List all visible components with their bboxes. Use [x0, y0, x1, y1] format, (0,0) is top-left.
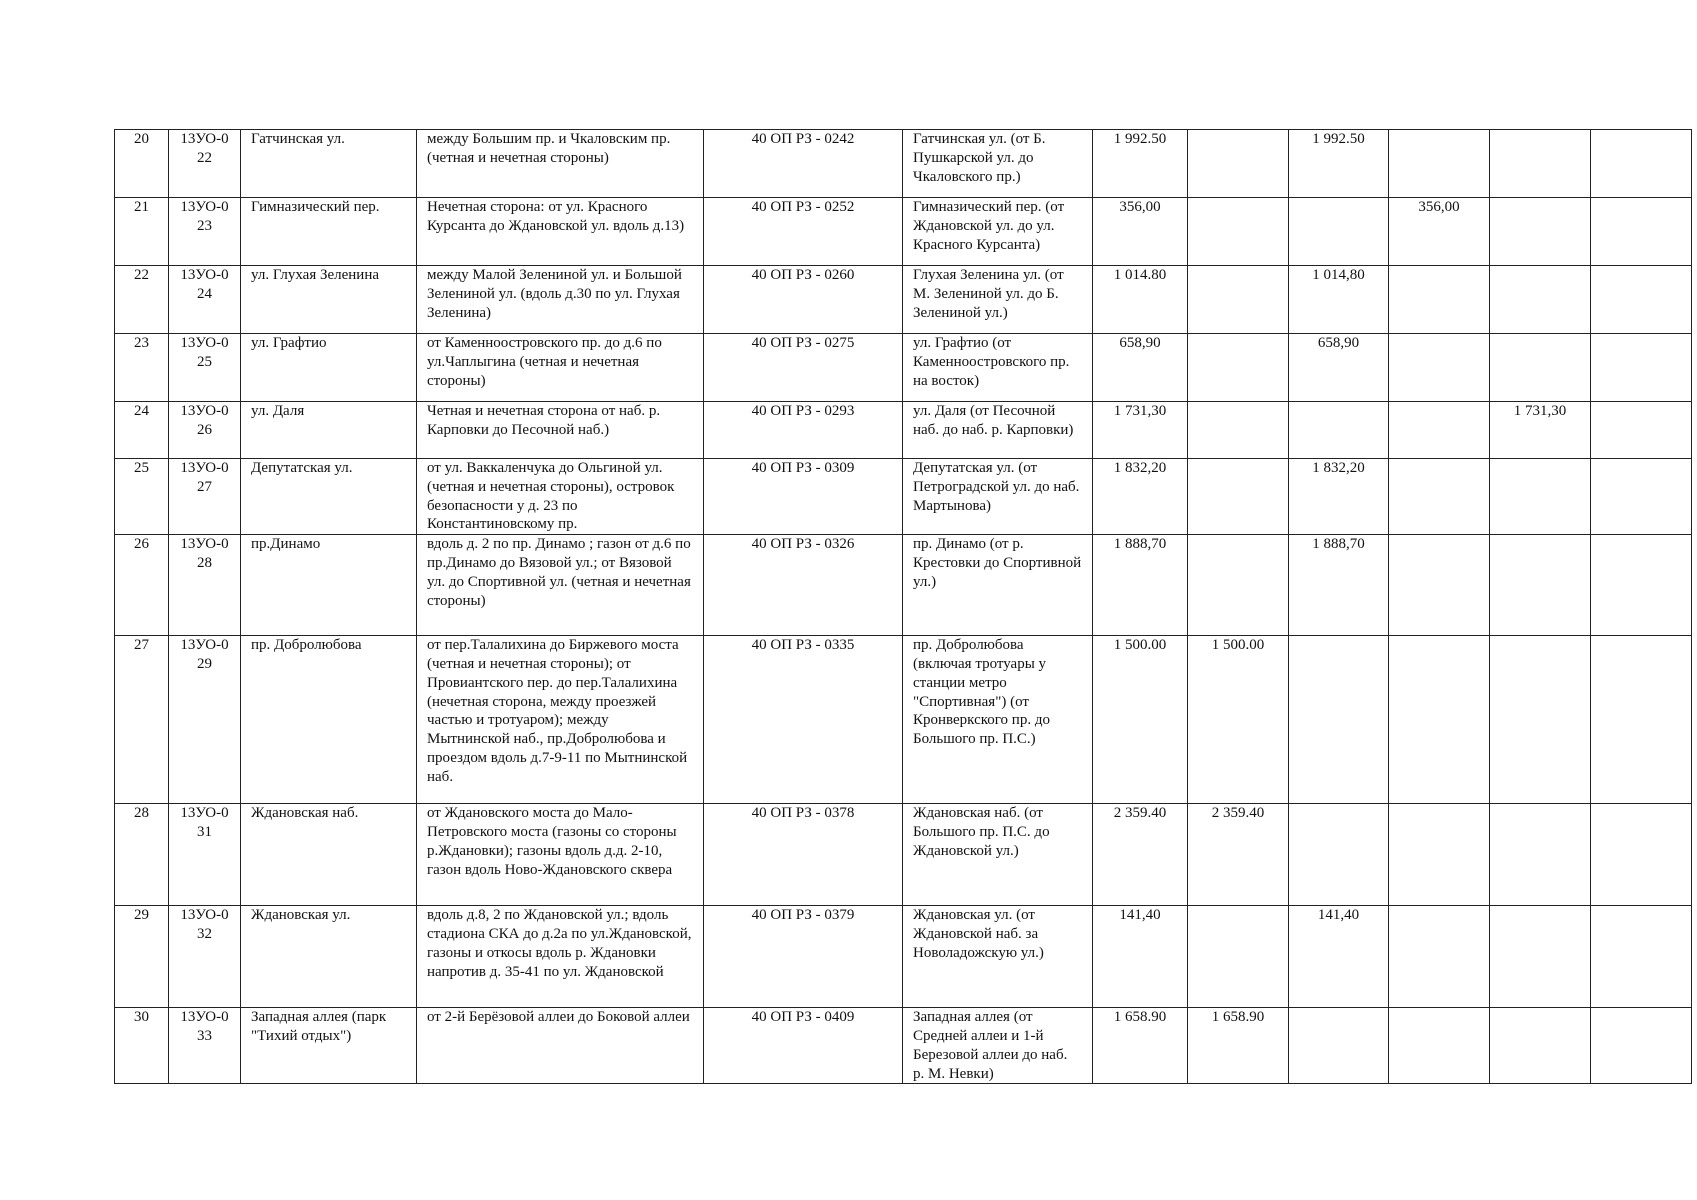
area-column-a: [1188, 402, 1289, 459]
area-column-c: [1389, 334, 1490, 402]
row-number: 20: [115, 130, 169, 198]
road-id: 40 ОП РЗ - 0293: [704, 402, 903, 459]
area-column-d: 1 731,30: [1490, 402, 1591, 459]
area-column-c: [1389, 266, 1490, 334]
area-column-e: [1591, 402, 1692, 459]
area-column-a: [1188, 130, 1289, 198]
row-number: 25: [115, 459, 169, 535]
table-row: [115, 198, 1692, 266]
area-column-b: [1289, 198, 1389, 266]
area-column-d: [1490, 1008, 1591, 1084]
row-number: 30: [115, 1008, 169, 1084]
total-area: 1 992.50: [1093, 130, 1188, 198]
area-column-d: [1490, 130, 1591, 198]
area-column-c: 356,00: [1389, 198, 1490, 266]
row-number: 27: [115, 636, 169, 804]
row-number: 29: [115, 906, 169, 1008]
object-code: 13УО-023: [169, 198, 241, 266]
street-name: пр.Динамо: [241, 535, 417, 636]
area-column-e: [1591, 636, 1692, 804]
road-full-name: Депутатская ул. (от Петроградской ул. до наб. Мартынова): [903, 459, 1093, 535]
road-id: 40 ОП РЗ - 0379: [704, 906, 903, 1008]
area-column-a: [1188, 459, 1289, 535]
area-column-d: [1490, 266, 1591, 334]
street-name: Западная аллея (парк "Тихий отдых"): [241, 1008, 417, 1084]
object-code: 13УО-033: [169, 1008, 241, 1084]
area-column-a: [1188, 334, 1289, 402]
object-code: 13УО-028: [169, 535, 241, 636]
greenery-registry-table: [114, 129, 1692, 1084]
area-column-d: [1490, 906, 1591, 1008]
location-description: от Ждановского моста до Мало-Петровского моста (газоны со стороны р.Ждановки); газоны вдоль д.д. 2-10, газон вдоль Ново-Ждановского сквера: [417, 804, 704, 906]
area-column-c: [1389, 402, 1490, 459]
table-row: [115, 636, 1692, 804]
area-column-a: 1 500.00: [1188, 636, 1289, 804]
street-name: Гатчинская ул.: [241, 130, 417, 198]
area-column-e: [1591, 130, 1692, 198]
location-description: от пер.Талалихина до Биржевого моста (четная и нечетная стороны); от Провиантского пер. до пер.Талалихина (нечетная сторона, между проезжей частью и тротуаром); между Мытнинской наб., пр.Добролюбова и проездом вдоль д.7-9-11 по Мытнинской наб.: [417, 636, 704, 804]
area-column-c: [1389, 130, 1490, 198]
table-row: [115, 906, 1692, 1008]
street-name: Гимназический пер.: [241, 198, 417, 266]
area-column-b: 658,90: [1289, 334, 1389, 402]
total-area: 141,40: [1093, 906, 1188, 1008]
road-id: 40 ОП РЗ - 0242: [704, 130, 903, 198]
area-column-a: [1188, 535, 1289, 636]
area-column-c: [1389, 906, 1490, 1008]
table-row: [115, 334, 1692, 402]
road-full-name: ул. Даля (от Песочной наб. до наб. р. Карповки): [903, 402, 1093, 459]
road-full-name: Гимназический пер. (от Ждановской ул. до ул. Красного Курсанта): [903, 198, 1093, 266]
road-full-name: пр. Динамо (от р. Крестовки до Спортивной ул.): [903, 535, 1093, 636]
area-column-d: [1490, 636, 1591, 804]
total-area: 1 500.00: [1093, 636, 1188, 804]
street-name: ул. Даля: [241, 402, 417, 459]
street-name: ул. Графтио: [241, 334, 417, 402]
object-code: 13УО-027: [169, 459, 241, 535]
area-column-c: [1389, 804, 1490, 906]
total-area: 1 731,30: [1093, 402, 1188, 459]
table-row: [115, 459, 1692, 535]
object-code: 13УО-031: [169, 804, 241, 906]
location-description: от ул. Ваккаленчука до Ольгиной ул. (четная и нечетная стороны), островок безопасности у д. 23 по Константиновскому пр.: [417, 459, 704, 535]
road-id: 40 ОП РЗ - 0335: [704, 636, 903, 804]
row-number: 24: [115, 402, 169, 459]
street-name: Ждановская ул.: [241, 906, 417, 1008]
location-description: между Малой Зелениной ул. и Большой Зелениной ул. (вдоль д.30 по ул. Глухая Зеленина): [417, 266, 704, 334]
area-column-a: 2 359.40: [1188, 804, 1289, 906]
area-column-b: [1289, 804, 1389, 906]
street-name: Депутатская ул.: [241, 459, 417, 535]
road-full-name: Гатчинская ул. (от Б. Пушкарской ул. до Чкаловского пр.): [903, 130, 1093, 198]
total-area: 1 832,20: [1093, 459, 1188, 535]
row-number: 21: [115, 198, 169, 266]
area-column-b: [1289, 402, 1389, 459]
object-code: 13УО-032: [169, 906, 241, 1008]
area-column-a: [1188, 266, 1289, 334]
total-area: 1 888,70: [1093, 535, 1188, 636]
area-column-e: [1591, 334, 1692, 402]
area-column-b: 141,40: [1289, 906, 1389, 1008]
area-column-d: [1490, 198, 1591, 266]
table-row: [115, 402, 1692, 459]
road-full-name: Глухая Зеленина ул. (от М. Зелениной ул. до Б. Зелениной ул.): [903, 266, 1093, 334]
row-number: 23: [115, 334, 169, 402]
location-description: вдоль д.8, 2 по Ждановской ул.; вдоль стадиона СКА до д.2а по ул.Ждановской, газоны и откосы вдоль р. Ждановки напротив д. 35-41 по ул. Ждановской: [417, 906, 704, 1008]
area-column-e: [1591, 804, 1692, 906]
location-description: между Большим пр. и Чкаловским пр.(четная и нечетная стороны): [417, 130, 704, 198]
area-column-e: [1591, 535, 1692, 636]
object-code: 13УО-024: [169, 266, 241, 334]
area-column-b: 1 014,80: [1289, 266, 1389, 334]
total-area: 1 014.80: [1093, 266, 1188, 334]
road-full-name: Ждановская ул. (от Ждановской наб. за Новоладожскую ул.): [903, 906, 1093, 1008]
total-area: 2 359.40: [1093, 804, 1188, 906]
location-description: вдоль д. 2 по пр. Динамо ; газон от д.6 по пр.Динамо до Вязовой ул.; от Вязовой ул. до Спортивной ул. (четная и нечетная стороны): [417, 535, 704, 636]
area-column-b: [1289, 636, 1389, 804]
area-column-d: [1490, 459, 1591, 535]
area-column-c: [1389, 459, 1490, 535]
area-column-e: [1591, 459, 1692, 535]
area-column-b: 1 832,20: [1289, 459, 1389, 535]
area-column-a: [1188, 906, 1289, 1008]
total-area: 658,90: [1093, 334, 1188, 402]
location-description: Нечетная сторона: от ул. Красного Курсанта до Ждановской ул. вдоль д.13): [417, 198, 704, 266]
object-code: 13УО-029: [169, 636, 241, 804]
object-code: 13УО-022: [169, 130, 241, 198]
road-id: 40 ОП РЗ - 0260: [704, 266, 903, 334]
location-description: Четная и нечетная сторона от наб. р. Карповки до Песочной наб.): [417, 402, 704, 459]
road-id: 40 ОП РЗ - 0252: [704, 198, 903, 266]
street-name: ул. Глухая Зеленина: [241, 266, 417, 334]
road-full-name: Западная аллея (от Средней аллеи и 1-й Березовой аллеи до наб. р. М. Невки): [903, 1008, 1093, 1084]
area-column-e: [1591, 266, 1692, 334]
area-column-d: [1490, 535, 1591, 636]
total-area: 1 658.90: [1093, 1008, 1188, 1084]
road-full-name: пр. Добролюбова (включая тротуары у станции метро "Спортивная") (от Кронверкского пр. до Большого пр. П.С.): [903, 636, 1093, 804]
table-row: [115, 535, 1692, 636]
location-description: от 2-й Берёзовой аллеи до Боковой аллеи: [417, 1008, 704, 1084]
table-row: [115, 1008, 1692, 1084]
area-column-b: 1 992.50: [1289, 130, 1389, 198]
table-row: [115, 130, 1692, 198]
object-code: 13УО-025: [169, 334, 241, 402]
area-column-e: [1591, 906, 1692, 1008]
road-id: 40 ОП РЗ - 0378: [704, 804, 903, 906]
row-number: 26: [115, 535, 169, 636]
location-description: от Каменноостровского пр. до д.6 по ул.Чаплыгина (четная и нечетная стороны): [417, 334, 704, 402]
street-name: Ждановская наб.: [241, 804, 417, 906]
area-column-a: 1 658.90: [1188, 1008, 1289, 1084]
area-column-b: 1 888,70: [1289, 535, 1389, 636]
area-column-c: [1389, 1008, 1490, 1084]
area-column-b: [1289, 1008, 1389, 1084]
street-name: пр. Добролюбова: [241, 636, 417, 804]
total-area: 356,00: [1093, 198, 1188, 266]
road-id: 40 ОП РЗ - 0309: [704, 459, 903, 535]
area-column-a: [1188, 198, 1289, 266]
area-column-d: [1490, 334, 1591, 402]
area-column-c: [1389, 535, 1490, 636]
road-id: 40 ОП РЗ - 0409: [704, 1008, 903, 1084]
road-full-name: Ждановская наб. (от Большого пр. П.С. до Ждановской ул.): [903, 804, 1093, 906]
table-row: [115, 266, 1692, 334]
row-number: 22: [115, 266, 169, 334]
area-column-e: [1591, 198, 1692, 266]
area-column-e: [1591, 1008, 1692, 1084]
road-id: 40 ОП РЗ - 0326: [704, 535, 903, 636]
table-row: [115, 804, 1692, 906]
object-code: 13УО-026: [169, 402, 241, 459]
area-column-d: [1490, 804, 1591, 906]
area-column-c: [1389, 636, 1490, 804]
road-id: 40 ОП РЗ - 0275: [704, 334, 903, 402]
road-full-name: ул. Графтио (от Каменноостровского пр. на восток): [903, 334, 1093, 402]
registry-body: [115, 130, 1692, 1084]
row-number: 28: [115, 804, 169, 906]
